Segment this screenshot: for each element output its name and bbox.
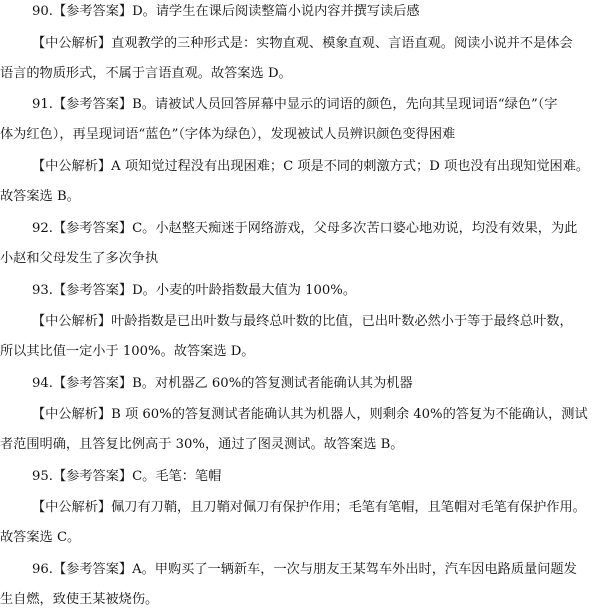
- analysis-93-line-1: 【中公解析】叶龄指数是已出叶数与最终总叶数的比值，已出叶数必然小于等于最终总叶数，: [32, 314, 573, 329]
- analysis-93-line-2: 所以其比值一定小于 100%。故答案选 D。: [0, 344, 255, 359]
- answer-92-line-1: 92.【参考答案】C。小赵整天痴迷于网络游戏，父母多次苦口婆心地劝说，均没有效果，为此: [32, 221, 578, 236]
- answer-93: 93.【参考答案】D。小麦的叶龄指数最大值为 100%。: [32, 283, 356, 298]
- analysis-90-line-2: 语言的物质形式，不属于言语直观。故答案选 D。: [0, 66, 292, 81]
- answer-96-line-2: 生自燃，致使王某被烧伤。: [0, 592, 159, 607]
- analysis-95-line-1: 【中公解析】佩刀有刀鞘，且刀鞘对佩刀有保护作用；毛笔有笔帽，且笔帽对毛笔有保护作用。: [32, 500, 586, 515]
- analysis-90-line-1: 【中公解析】直观教学的三种形式是：实物直观、模象直观、言语直观。阅读小说并不是体会: [32, 36, 573, 51]
- answer-90: 90.【参考答案】D。请学生在课后阅读整篇小说内容并撰写读后感: [32, 4, 420, 19]
- answer-95: 95.【参考答案】C。毛笔：笔帽: [32, 469, 222, 484]
- answer-91-line-2: 体为红色），再呈现词语“蓝色”（字体为绿色），发现被试人员辨识颜色变得困难: [0, 127, 456, 142]
- analysis-91-line-2: 故答案选 B。: [0, 189, 80, 204]
- answer-91-line-1: 91.【参考答案】B。请被试人员回答屏幕中显示的词语的颜色，先向其呈现词语“绿色”（字: [32, 97, 558, 112]
- analysis-94-line-2: 者范围明确，且答复比例高于 30%，通过了图灵测试。故答案选 B。: [0, 437, 404, 452]
- analysis-94-line-1: 【中公解析】B 项 60%的答复测试者能确认其为机器人，则剩余 40%的答复为不能确认，测试: [32, 407, 588, 422]
- answer-94: 94.【参考答案】B。对机器乙 60%的答复测试者能确认其为机器: [32, 376, 413, 391]
- answer-96-line-1: 96.【参考答案】A。甲购买了一辆新车，一次与朋友王某驾车外出时，汽车因电路质量问题发: [32, 562, 577, 577]
- analysis-91-line-1: 【中公解析】A 项知觉过程没有出现困难；C 项是不同的刺激方式；D 项也没有出现知觉困难。: [32, 159, 590, 174]
- answer-92-line-2: 小赵和父母发生了多次争执: [0, 251, 159, 266]
- analysis-95-line-2: 故答案选 C。: [0, 530, 81, 545]
